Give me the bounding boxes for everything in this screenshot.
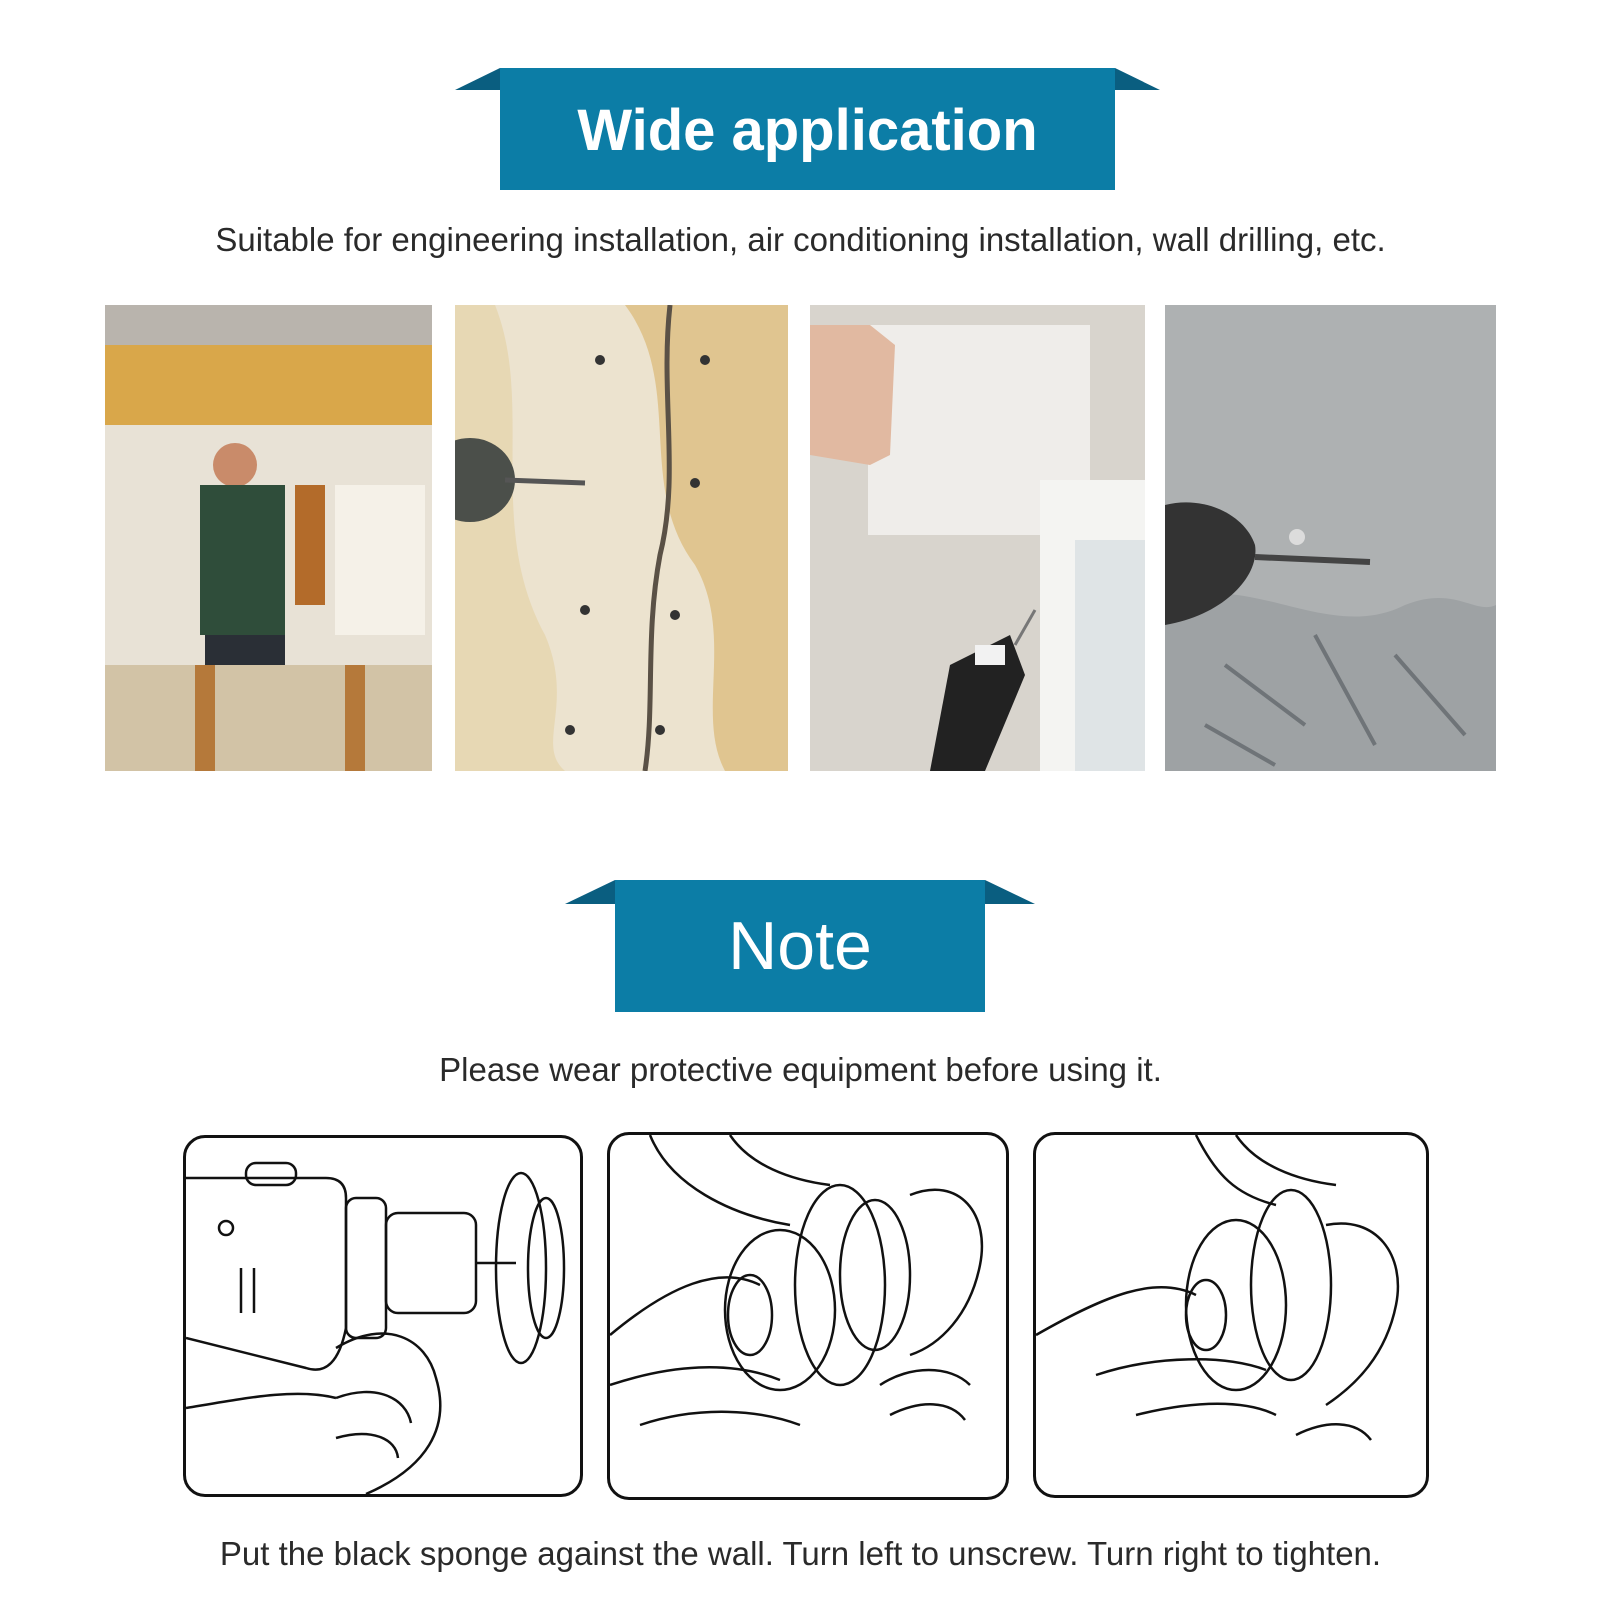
application-description: Suitable for engineering installation, air conditioning installation, wall drilling, etc. (215, 221, 1386, 258)
photo-ceiling-beam-drilling (105, 305, 432, 771)
photo-cracked-wall-drilling (455, 305, 788, 771)
photo-concrete-wall-drilling (1165, 305, 1496, 771)
safety-note: Please wear protective equipment before using it. (439, 1051, 1162, 1088)
illustration-turn-to-tighten (1033, 1132, 1429, 1498)
illustration-turn-to-unscrew (607, 1132, 1009, 1500)
banner-title: Note (728, 908, 872, 984)
photo-drywall-panel-drilling (810, 305, 1145, 771)
section-banner-wide-application (455, 68, 1160, 190)
illustration-drill-with-dust-cup (183, 1135, 583, 1497)
section-banner-note (565, 880, 1035, 1012)
banner-title: Wide application (577, 98, 1038, 163)
usage-instructions: Put the black sponge against the wall. Turn left to unscrew. Turn right to tighten. (219, 1535, 1382, 1572)
